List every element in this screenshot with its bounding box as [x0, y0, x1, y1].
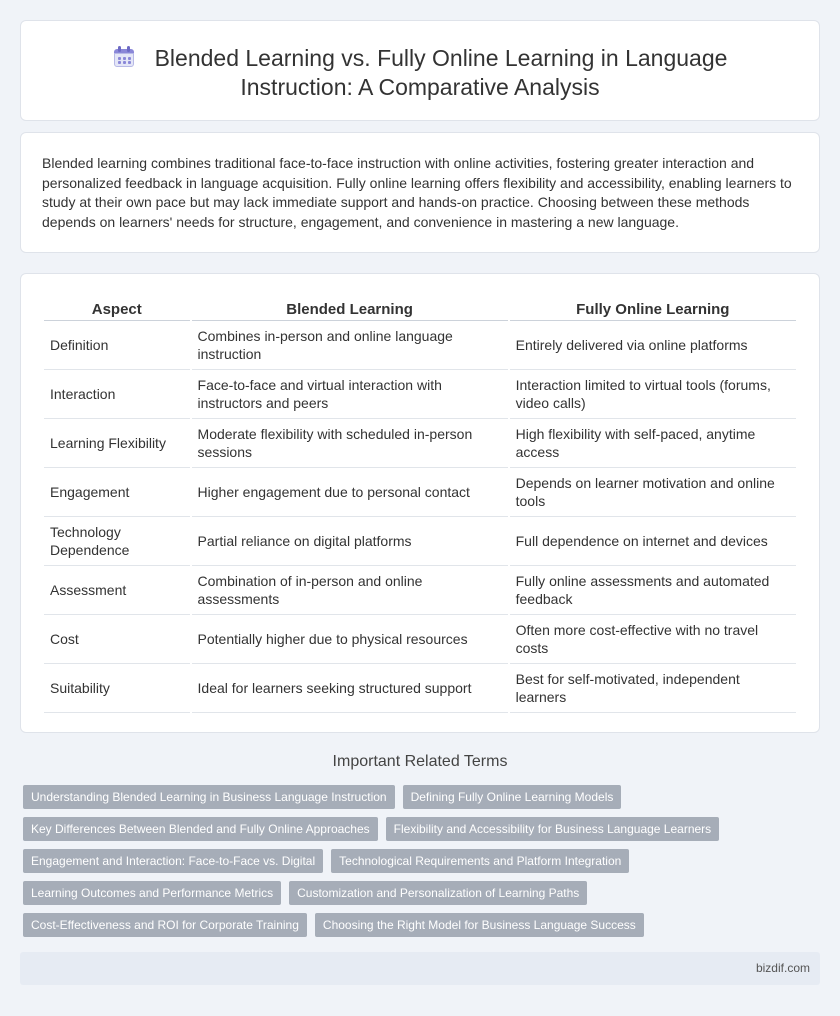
cell-blended: Moderate flexibility with scheduled in-person sessions — [192, 419, 508, 468]
related-terms-list — [23, 785, 823, 945]
title-card — [20, 20, 820, 121]
cell-blended: Partial reliance on digital platforms — [192, 517, 508, 566]
related-term-link[interactable]: Cost-Effectiveness and ROI for Corporate Training — [23, 913, 307, 937]
related-term-link[interactable]: Key Differences Between Blended and Fully Online Approaches — [23, 817, 378, 841]
header-online: Fully Online Learning — [510, 294, 796, 321]
related-term-link[interactable]: Learning Outcomes and Performance Metrics — [23, 881, 281, 905]
cell-online: Entirely delivered via online platforms — [510, 321, 796, 370]
cell-blended: Higher engagement due to personal contact — [192, 468, 508, 517]
cell-blended: Potentially higher due to physical resources — [192, 615, 508, 664]
footer-site-link[interactable]: bizdif.com — [755, 961, 810, 975]
related-term-link[interactable]: Customization and Personalization of Learning Paths — [289, 881, 587, 905]
table-row — [44, 517, 796, 566]
related-term-link[interactable]: Understanding Blended Learning in Business Language Instruction — [23, 785, 395, 809]
comparison-table-card — [20, 273, 820, 733]
comparison-table — [42, 294, 798, 713]
cell-blended: Ideal for learners seeking structured support — [192, 664, 508, 713]
table-row — [44, 664, 796, 713]
table-row — [44, 615, 796, 664]
cell-online: Often more cost-effective with no travel costs — [510, 615, 796, 664]
table-row — [44, 370, 796, 419]
header-blended: Blended Learning — [192, 294, 508, 321]
cell-online: Full dependence on internet and devices — [510, 517, 796, 566]
table-row — [44, 321, 796, 370]
cell-blended: Combination of in-person and online assessments — [192, 566, 508, 615]
table-row — [44, 468, 796, 517]
table-row — [44, 566, 796, 615]
related-terms-title: Important Related Terms — [332, 753, 508, 770]
cell-aspect: Learning Flexibility — [44, 419, 190, 468]
related-term-link[interactable]: Technological Requirements and Platform Integration — [331, 849, 629, 873]
cell-online: Fully online assessments and automated feedback — [510, 566, 796, 615]
related-term-link[interactable]: Engagement and Interaction: Face-to-Face vs. Digital — [23, 849, 323, 873]
cell-online: High flexibility with self-paced, anytime access — [510, 419, 796, 468]
cell-aspect: Technology Dependence — [44, 517, 190, 566]
related-term-link[interactable]: Choosing the Right Model for Business Language Success — [315, 913, 644, 937]
table-header-row — [44, 294, 796, 321]
page-title-wrap — [21, 44, 819, 102]
calendar-icon — [113, 46, 135, 68]
cell-blended: Combines in-person and online language instruction — [192, 321, 508, 370]
cell-aspect: Cost — [44, 615, 190, 664]
cell-aspect: Definition — [44, 321, 190, 370]
footer — [20, 952, 820, 985]
page-title: Blended Learning vs. Fully Online Learning in Language Instruction: A Comparative Analysis — [154, 45, 728, 100]
cell-aspect: Engagement — [44, 468, 190, 517]
cell-aspect: Suitability — [44, 664, 190, 713]
intro-card — [20, 132, 820, 253]
cell-aspect: Assessment — [44, 566, 190, 615]
cell-blended: Face-to-face and virtual interaction with instructors and peers — [192, 370, 508, 419]
cell-aspect: Interaction — [44, 370, 190, 419]
cell-online: Interaction limited to virtual tools (forums, video calls) — [510, 370, 796, 419]
cell-online: Depends on learner motivation and online tools — [510, 468, 796, 517]
cell-online: Best for self-motivated, independent learners — [510, 664, 796, 713]
related-term-link[interactable]: Defining Fully Online Learning Models — [403, 785, 622, 809]
table-row — [44, 419, 796, 468]
intro-paragraph: Blended learning combines traditional face-to-face instruction with online activities, fostering greater interaction and personalized feedback in language acquisition. Fully online learning offers flexibility and accessibility, enabling learners to study at their own pace but may lack immediate support and hands-on practice. Choosing between these methods depends on learners' needs for structure, engagement, and convenience in mastering a new language. — [42, 155, 792, 230]
related-term-link[interactable]: Flexibility and Accessibility for Business Language Learners — [386, 817, 720, 841]
header-aspect: Aspect — [44, 294, 190, 321]
